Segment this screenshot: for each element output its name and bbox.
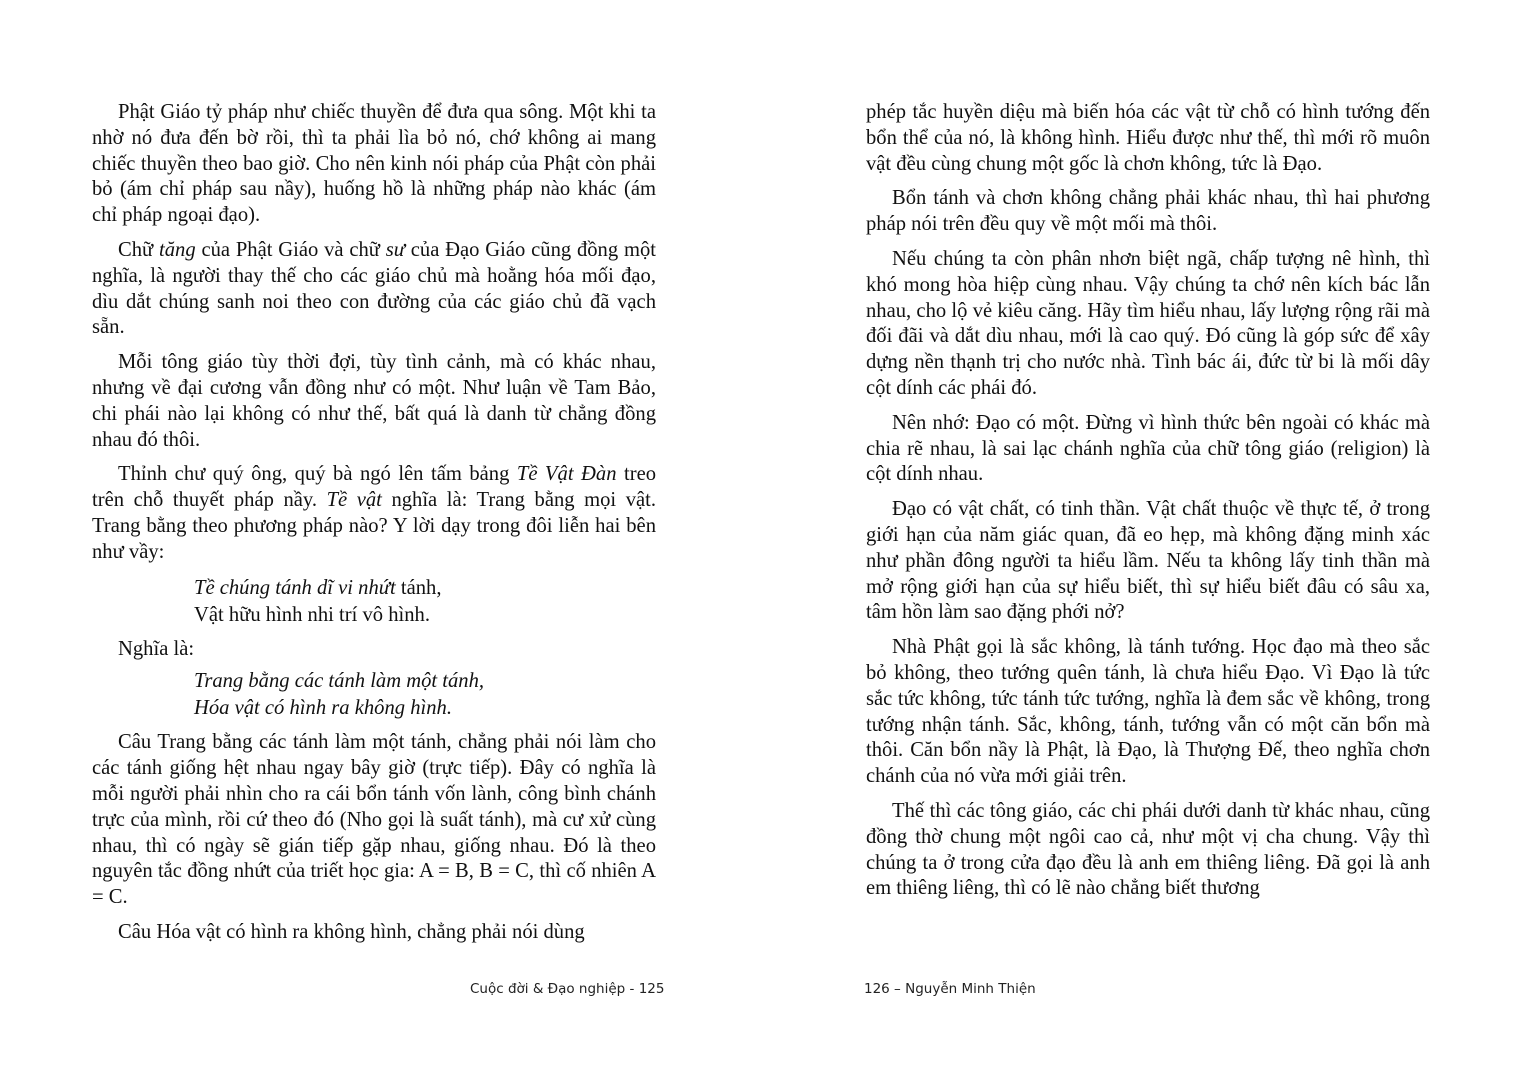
text-run: nghĩa là: Trang bằng mọi vật. Trang bằng theo phương pháp nào? Y lời dạy trong đôi liễn hai bên như vầy: xyxy=(92,489,656,563)
verse-line xyxy=(194,575,656,602)
paragraph: Câu Trang bằng các tánh làm một tánh, chẳng phải nói làm cho các tánh giống hệt nhau ngay bây giờ (trực tiếp). Đây có nghĩa là mỗi người phải nhìn cho ra cái bổn tánh vốn lành, công bình chánh trực của mình, rồi cứ theo đó (Nho gọi là suất tánh), mà cư xử cùng nhau, thì có ngày sẽ gián tiếp gặp nhau, giống nhau. Đó là theo nguyên tắc đồng nhứt của triết học gia: A = B, B = C, thì cố nhiên A = C. xyxy=(92,731,656,909)
couplet-translation xyxy=(194,668,656,722)
italic-term: Tề Vật Đàn xyxy=(516,463,617,486)
paragraph: phép tắc huyền diệu mà biến hóa các vật từ chỗ có hình tướng đến bổn thể của nó, là không hình. Hiểu được như thế, thì mới rõ muôn vật đều cùng chung một gốc là chơn không, tức là Đạo. xyxy=(866,101,1430,175)
paragraph: Bổn tánh và chơn không chẳng phải khác nhau, thì hai phương pháp nói trên đều quy về một mối mà thôi. xyxy=(866,187,1430,236)
verse-plain: tánh, xyxy=(395,576,442,599)
meaning-label: Nghĩa là: xyxy=(118,637,195,660)
paragraph: Câu Hóa vật có hình ra không hình, chẳng phải nói dùng xyxy=(118,920,585,943)
right-page xyxy=(866,100,1430,911)
text-run: treo trên chỗ thuyết pháp nầy. xyxy=(92,463,657,512)
paragraph: Đạo có vật chất, có tinh thần. Vật chất thuộc về thực tế, ở trong giới hạn của năm giác quan, đã eo hẹp, mà không đặng minh xác như phần đông người ta hiểu lầm. Nếu ta không lấy tinh thần mà mở rộng giới hạn của sự hiểu biết, thì sự hiểu biết đâu có sâu xa, tâm hồn làm sao đặng phới nở? xyxy=(866,498,1430,624)
paragraph xyxy=(92,462,656,565)
italic-term: sư xyxy=(385,238,405,261)
paragraph: Nếu chúng ta còn phân nhơn biệt ngã, chấp tượng nê hình, thì khó mong hòa hiệp cùng nhau. Vậy chúng ta chớ nên kích bác lẫn nhau, cho lộ vẻ kiêu căng. Hãy tìm hiểu nhau, lấy lượng rộng rãi mà đối đãi và dắt dìu nhau, mới là cao quý. Đó cũng là góp sức để xây dựng nền thạnh trị cho nước nhà. Tình bác ái, đức từ bi là mối dây cột dính các phái đó. xyxy=(866,247,1430,399)
italic-term: tăng xyxy=(159,238,196,261)
left-page xyxy=(92,100,656,955)
paragraph: Mỗi tông giáo tùy thời đợi, tùy tình cảnh, mà có khác nhau, nhưng về đại cương vẫn đồng như có một. Như luận về Tam Bảo, chi phái nào lại không có như thế, bất quá là danh từ chẳng đồng nhau đó thôi. xyxy=(92,351,656,451)
verse-line: Hóa vật có hình ra không hình. xyxy=(194,697,452,720)
paragraph xyxy=(92,238,656,341)
text-run: của Phật Giáo và chữ xyxy=(195,238,386,261)
paragraph: Thế thì các tông giáo, các chi phái dưới danh từ khác nhau, cũng đồng thờ chung một ngôi cao cả, như một vị cha chung. Vậy thì chúng ta ở trong cửa đạo đều là anh em thiêng liêng. Đã gọi là anh em thiêng liêng, thì có lẽ nào chẳng biết thương xyxy=(866,799,1430,900)
verse-line: Vật hữu hình nhi trí vô hình. xyxy=(194,603,430,626)
text-run: Chữ xyxy=(118,238,160,261)
verse-line: Trang bằng các tánh làm một tánh, xyxy=(194,670,485,693)
text-run: Thỉnh chư quý ông, quý bà ngó lên tấm bảng xyxy=(118,463,517,486)
italic-term: Tề vật xyxy=(326,489,382,512)
text-run: của Đạo Giáo cũng đồng một nghĩa, là người thay thế cho các giáo chủ mà hoằng hóa mối đạo, dìu dắt chúng sanh noi theo con đường của các giáo chủ đã vạch sẵn. xyxy=(92,238,656,339)
right-page-footer: 126 – Nguyễn Minh Thiện xyxy=(864,981,1036,997)
paragraph: Phật Giáo tỷ pháp như chiếc thuyền để đưa qua sông. Một khi ta nhờ nó đưa đến bờ rồi, thì ta phải lìa bỏ nó, chớ không ai mang chiếc thuyền theo bao giờ. Cho nên kinh nói pháp của Phật còn phải bỏ (ám chỉ pháp sau nầy), huống hồ là những pháp nào khác (ám chỉ pháp ngoại đạo). xyxy=(92,101,656,227)
couplet-original xyxy=(194,575,656,629)
verse-italic: Tề chúng tánh dĩ vi nhứt xyxy=(194,576,396,599)
left-page-footer: Cuộc đời & Đạo nghiệp - 125 xyxy=(470,981,665,997)
paragraph: Nhà Phật gọi là sắc không, là tánh tướng. Học đạo mà theo sắc bỏ không, theo tướng quên tánh, là chưa hiểu Đạo. Vì Đạo là tức sắc tức không, tức tánh tức tướng, nghĩa là đem sắc về không, trong tướng nhận tánh. Sắc, không, tánh, tướng vẫn có một căn bổn mà thôi. Căn bổn nầy là Phật, là Đạo, là Thượng Đế, theo nghĩa chơn chánh của nó vừa mới giải trên. xyxy=(866,636,1430,788)
paragraph: Nên nhớ: Đạo có một. Đừng vì hình thức bên ngoài có khác mà chia rẽ nhau, là sai lạc chánh nghĩa của chữ tông giáo (religion) là cột dính nhau. xyxy=(866,411,1430,486)
